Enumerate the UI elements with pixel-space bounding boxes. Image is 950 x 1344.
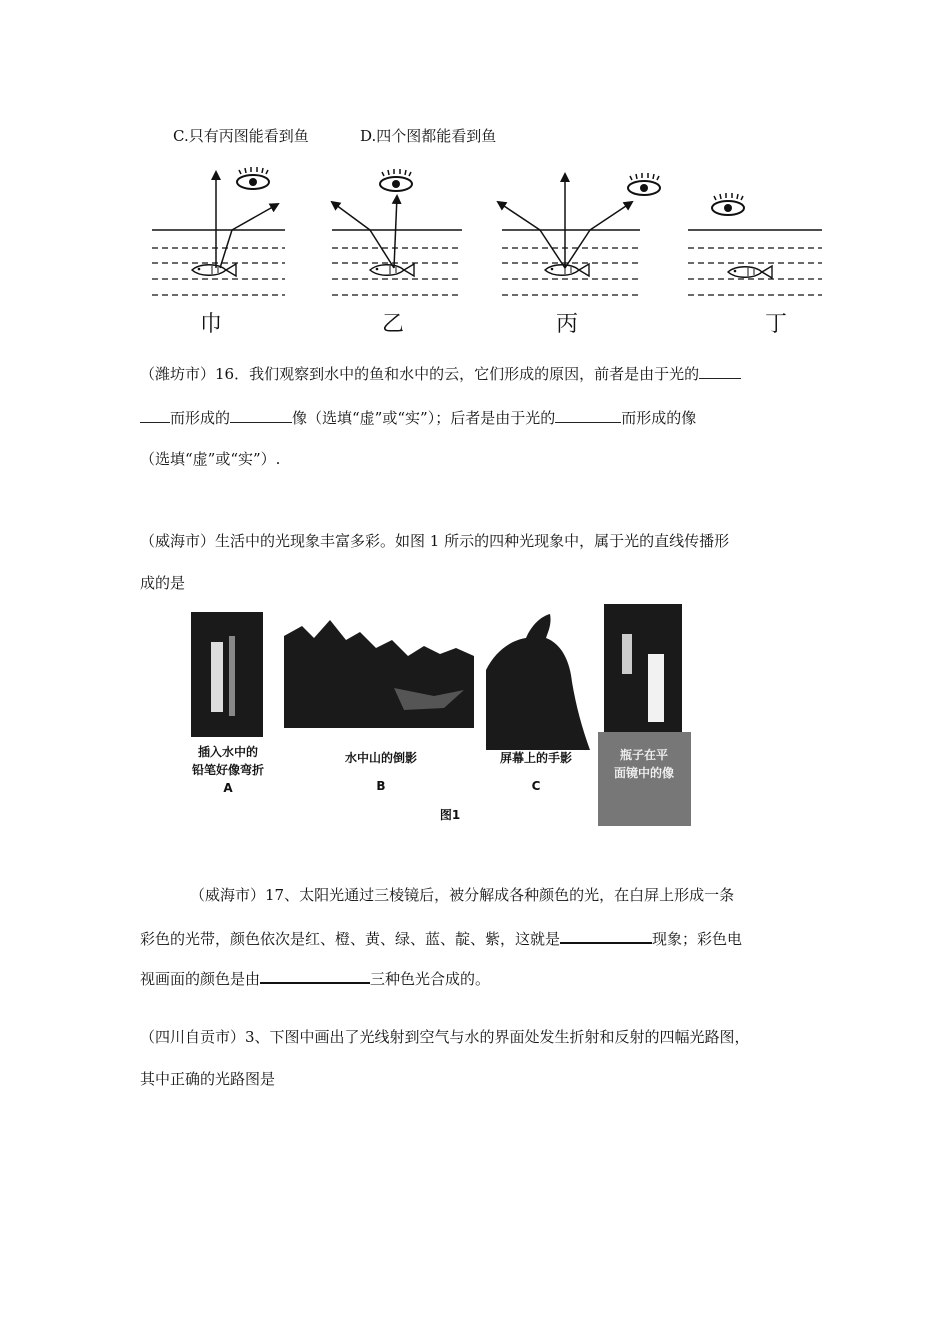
diagram-jia [152,167,285,295]
weihai-line2: 成的是 [140,574,186,592]
q17-line3 [140,968,490,987]
option-d: D.四个图都能看到鱼 [360,127,497,145]
q16-text-1: （潍坊市）16．我们观察到水中的鱼和水中的云，它们形成的原因，前者是由于光的 [140,365,700,383]
diagram-yi [332,169,462,295]
q16-blank-2 [230,408,292,423]
option-c: C.只有丙图能看到鱼 [173,127,309,145]
figure-1 [186,604,691,826]
diagram-label-jia: 巾 [200,312,223,337]
diagram-bing [498,173,660,295]
q16-line3: （选填“虚”或“实”）. [140,450,281,468]
photo-b [284,618,474,728]
figure-1-label: 图1 [439,808,461,822]
q16-text-2c: 而形成的像 [621,409,697,427]
q17-blank-1 [560,928,652,944]
caption-a: 插入水中的 铅笔好像弯折 A [191,745,264,795]
q17-line2 [140,928,742,947]
q16-blank-1a [699,364,741,379]
weihai-line1: （威海市）生活中的光现象丰富多彩。如图 1 所示的四种光现象中，属于光的直线传播形 [140,532,730,550]
diagram-label-yi: 乙 [382,312,405,337]
q16-line2 [140,408,696,426]
light-path-diagrams [140,160,840,350]
q3-line1: （四川自贡市）3、下图中画出了光线射到空气与水的界面处发生折射和反射的四幅光路图， [140,1028,750,1046]
q16-text-2a: 而形成的 [170,409,231,427]
q17-text-3a: 视画面的颜色是由 [140,970,261,988]
q3-line2: 其中正确的光路图是 [140,1070,276,1088]
q16-blank-1b [140,408,170,423]
q16-text-2b: 像（选填“虚”或“实”）；后者是由于光的 [292,409,556,427]
q17-line1: （威海市）17、太阳光通过三棱镜后，被分解成各种颜色的光，在白屏上形成一条 [190,886,735,904]
diagram-ding [688,193,822,295]
q16-blank-3 [555,408,621,423]
diagram-label-bing: 丙 [556,312,579,337]
q17-blank-2 [260,968,370,984]
caption-b: 水中山的倒影 B [344,751,417,793]
photo-a [191,612,263,737]
q17-text-2a: 彩色的光带，颜色依次是红、橙、黄、绿、蓝、靛、紫，这就是 [140,930,561,948]
photo-d [604,604,682,732]
q17-text-3b: 三种色光合成的。 [370,970,491,988]
caption-d: 瓶子在平 面镜中的像 [613,748,674,780]
q16-line1 [140,364,741,382]
q17-text-2b: 现象；彩色电 [652,930,743,948]
photo-c [486,610,596,750]
diagram-label-ding: 丁 [765,312,788,337]
caption-c: 屏幕上的手影 C [499,751,572,793]
